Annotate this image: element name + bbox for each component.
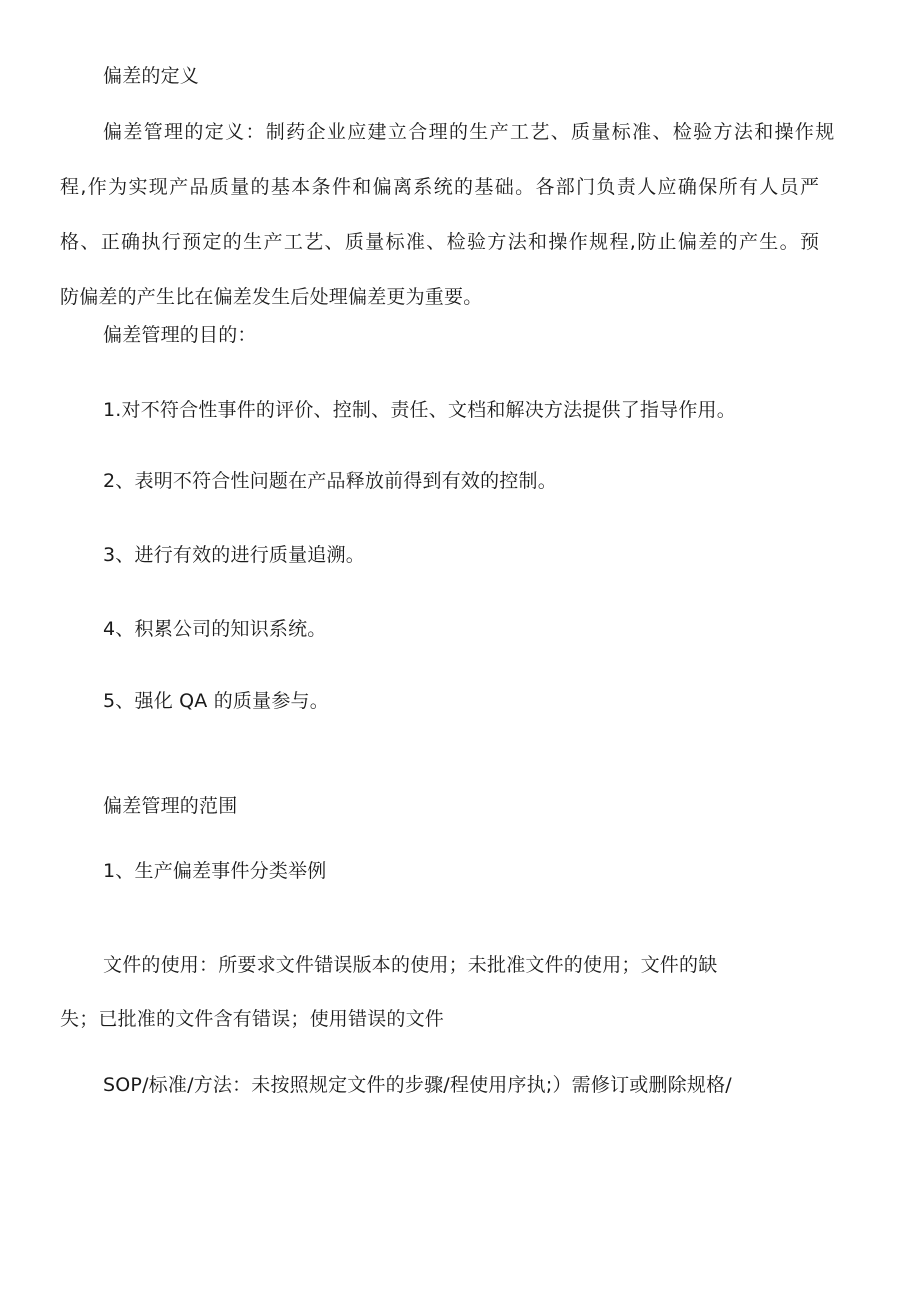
file-use-line-2: 失；已批准的文件含有错误；使用错误的文件 xyxy=(60,1008,445,1030)
purpose-item-1: 1.对不符合性事件的评价、控制、责任、文档和解决方法提供了指导作用。 xyxy=(103,399,736,421)
definition-paragraph-line-2: 程,作为实现产品质量的基本条件和偏离系统的基础。各部门负责人应确保所有人员严 xyxy=(60,176,821,198)
scope-heading: 偏差管理的范围 xyxy=(103,795,238,817)
purpose-item-4: 4、积累公司的知识系统。 xyxy=(103,618,327,640)
heading-deviation-definition: 偏差的定义 xyxy=(103,65,200,87)
sop-line: SOP/标准/方法：未按照规定文件的步骤/程使用序执;）需修订或删除规格/ xyxy=(103,1074,732,1096)
definition-paragraph-line-4: 防偏差的产生比在偏差发生后处理偏差更为重要。 xyxy=(60,286,483,308)
definition-paragraph-line-1: 偏差管理的定义：制药企业应建立合理的生产工艺、质量标准、检验方法和操作规 xyxy=(103,121,836,143)
purpose-item-2: 2、表明不符合性问题在产品释放前得到有效的控制。 xyxy=(103,470,557,492)
file-use-line-1: 文件的使用：所要求文件错误版本的使用；未批准文件的使用；文件的缺 xyxy=(103,954,718,976)
purpose-heading: 偏差管理的目的： xyxy=(103,324,257,346)
purpose-item-3: 3、进行有效的进行质量追溯。 xyxy=(103,544,365,566)
scope-item-1: 1、生产偏差事件分类举例 xyxy=(103,860,327,882)
definition-paragraph-line-3: 格、正确执行预定的生产工艺、质量标准、检验方法和操作规程,防止偏差的产生。预 xyxy=(60,231,821,253)
purpose-item-5: 5、强化 QA 的质量参与。 xyxy=(103,690,329,712)
